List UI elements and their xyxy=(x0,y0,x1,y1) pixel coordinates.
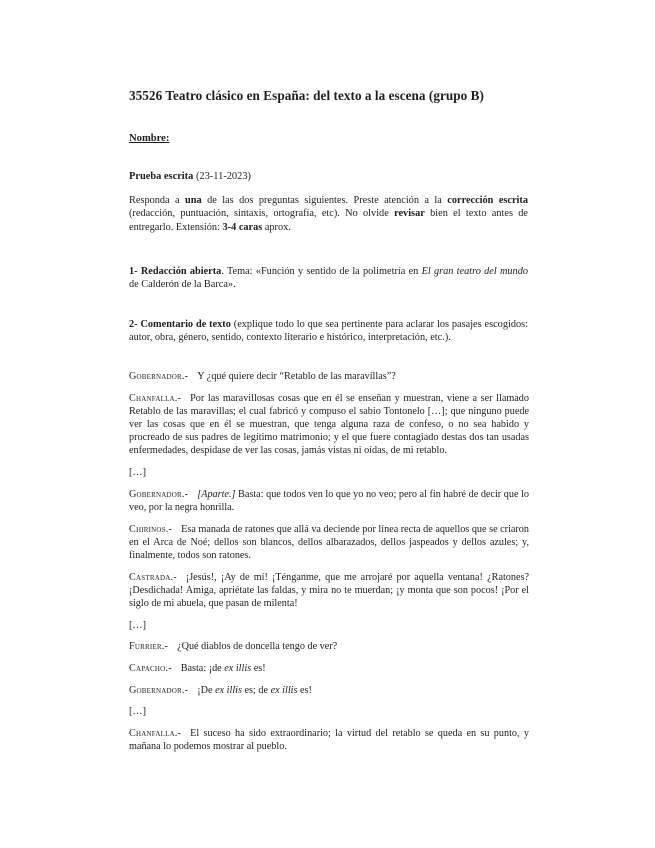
instructions-paragraph xyxy=(129,194,528,234)
dialogue-text: es; de xyxy=(241,684,271,696)
question-1-text: de Calderón de la Barca». xyxy=(129,279,236,291)
dialogue-line xyxy=(129,662,529,675)
speaker-name: Chanfalla.- xyxy=(129,727,182,739)
dialogue-text: ¿Qué diablos de doncella tengo de ver? xyxy=(177,641,338,653)
speaker-name: Gobernador.- xyxy=(129,488,189,500)
dialogue-line xyxy=(129,727,529,753)
dialogue-text: Esa manada de ratones que allá va deciende por línea recta de aquellos que se criaron en el Arca de Noé; dellos son blancos, dellos albarazados, dellos jaspeados y dellos azules; y, finalmente, todos son ratones. xyxy=(129,523,529,561)
speaker-name: Furrier.- xyxy=(129,641,169,653)
dialogue-line xyxy=(129,571,529,611)
dialogue-line xyxy=(129,488,529,514)
ellipsis: […] xyxy=(129,619,146,631)
dialogue-line xyxy=(129,523,529,563)
question-1-work-title: El gran teatro del mundo xyxy=(421,266,529,277)
dialogue-text: Por las maravillosas cosas que en él se enseñan y muestran, viene a ser llamado Retablo de las maravillas; el cual fabricó y compuso el sabio Tontonelo […]; que ninguno puede ver las cosas que en él se muestran, que tenga alguna raza de confeso, o no sea habido y procreado de sus padres de legítimo matrimonio; y el que fuere contagiado destas dos tan usadas enfermedades, despídase de ver las cosas, jamás vistas ni oídas, de mi retablo. xyxy=(129,392,529,457)
dialogue-text: Basta: ¡de xyxy=(180,662,225,674)
latin-phrase: ex illis xyxy=(224,662,252,674)
instructions-emphasis-revisar: revisar xyxy=(394,208,425,220)
speaker-name: Gobernador.- xyxy=(129,371,189,382)
dialogue-text: es! xyxy=(297,684,312,696)
dialogue-line xyxy=(129,684,529,697)
play-excerpt xyxy=(129,370,529,762)
dialogue-line xyxy=(129,392,529,458)
question-2-text: (explique todo lo que sea pertinente para aclarar los pasajes escogidos: autor, obra, género, sentido, contexto literario e histórico, interpretación, etc.). xyxy=(129,319,528,344)
instructions-emphasis-una: una xyxy=(185,195,202,206)
ellipsis: […] xyxy=(129,706,146,718)
instructions-text: bien el texto antes de entregarlo. Extensión: xyxy=(129,208,528,233)
dialogue-line xyxy=(129,640,529,653)
dialogue-text: ¡Jesús!, ¡Ay de mí! ¡Ténganme, que me arrojaré por aquella ventana! ¿Ratones? ¡Desdichada! Amiga, apriétate las faldas, y mira no te muerdan; ¡y monta que son pocos! ¡Por el siglo de mi abuela, que pasan de milenta! xyxy=(129,571,529,609)
instructions-emphasis-correccion: corrección escrita xyxy=(447,195,528,206)
instructions-text: Responda a xyxy=(129,195,186,206)
question-2 xyxy=(129,318,528,345)
name-label: Nombre: xyxy=(129,133,170,144)
dialogue-text: El suceso ha sido extraordinario; la virtud del retablo se queda en su punto, y mañana lo podemos mostrar al pueblo. xyxy=(129,727,529,753)
dialogue-text: Basta: que todos ven lo que yo no veo; pero al fin habré de decir que lo veo, por la negra honrilla. xyxy=(129,488,529,513)
question-1-text: . Tema: «Función y sentido de la polimetría en xyxy=(221,266,422,277)
ellipsis: […] xyxy=(129,467,146,478)
exam-date: (23-11-2023) xyxy=(195,171,251,182)
dialogue-line xyxy=(129,370,529,383)
speaker-name: Chanfalla.- xyxy=(129,392,182,404)
instructions-text: de las dos preguntas siguientes. Preste atención a la xyxy=(201,195,448,206)
question-1 xyxy=(129,265,528,292)
speaker-name: Capacho.- xyxy=(129,662,172,674)
exam-heading xyxy=(129,171,251,182)
instructions-text: (redacción, puntuación, sintaxis, ortografía, etc). No olvide xyxy=(129,208,395,220)
speaker-name: Gobernador.- xyxy=(129,684,189,696)
dialogue-text: ¡De xyxy=(197,684,216,696)
latin-phrase: ex illis xyxy=(215,684,242,696)
instructions-emphasis-extension: 3-4 caras xyxy=(222,221,263,233)
stage-direction: [Aparte.] xyxy=(197,488,236,500)
exam-label: Prueba escrita xyxy=(129,171,194,182)
instructions-text: aprox. xyxy=(262,221,291,233)
page-title: 35526 Teatro clásico en España: del texto a la escena (grupo B) xyxy=(129,88,484,103)
question-1-heading: 1- Redacción abierta xyxy=(129,266,222,277)
speaker-name: Chirinos.- xyxy=(129,523,173,535)
speaker-name: Castrada.- xyxy=(129,571,177,583)
dialogue-text: es! xyxy=(251,662,266,674)
dialogue-text: Y ¿qué quiere decir “Retablo de las maravillas”? xyxy=(197,371,396,382)
question-2-heading: 2- Comentario de texto xyxy=(129,319,231,330)
latin-phrase: ex illis xyxy=(270,684,298,696)
